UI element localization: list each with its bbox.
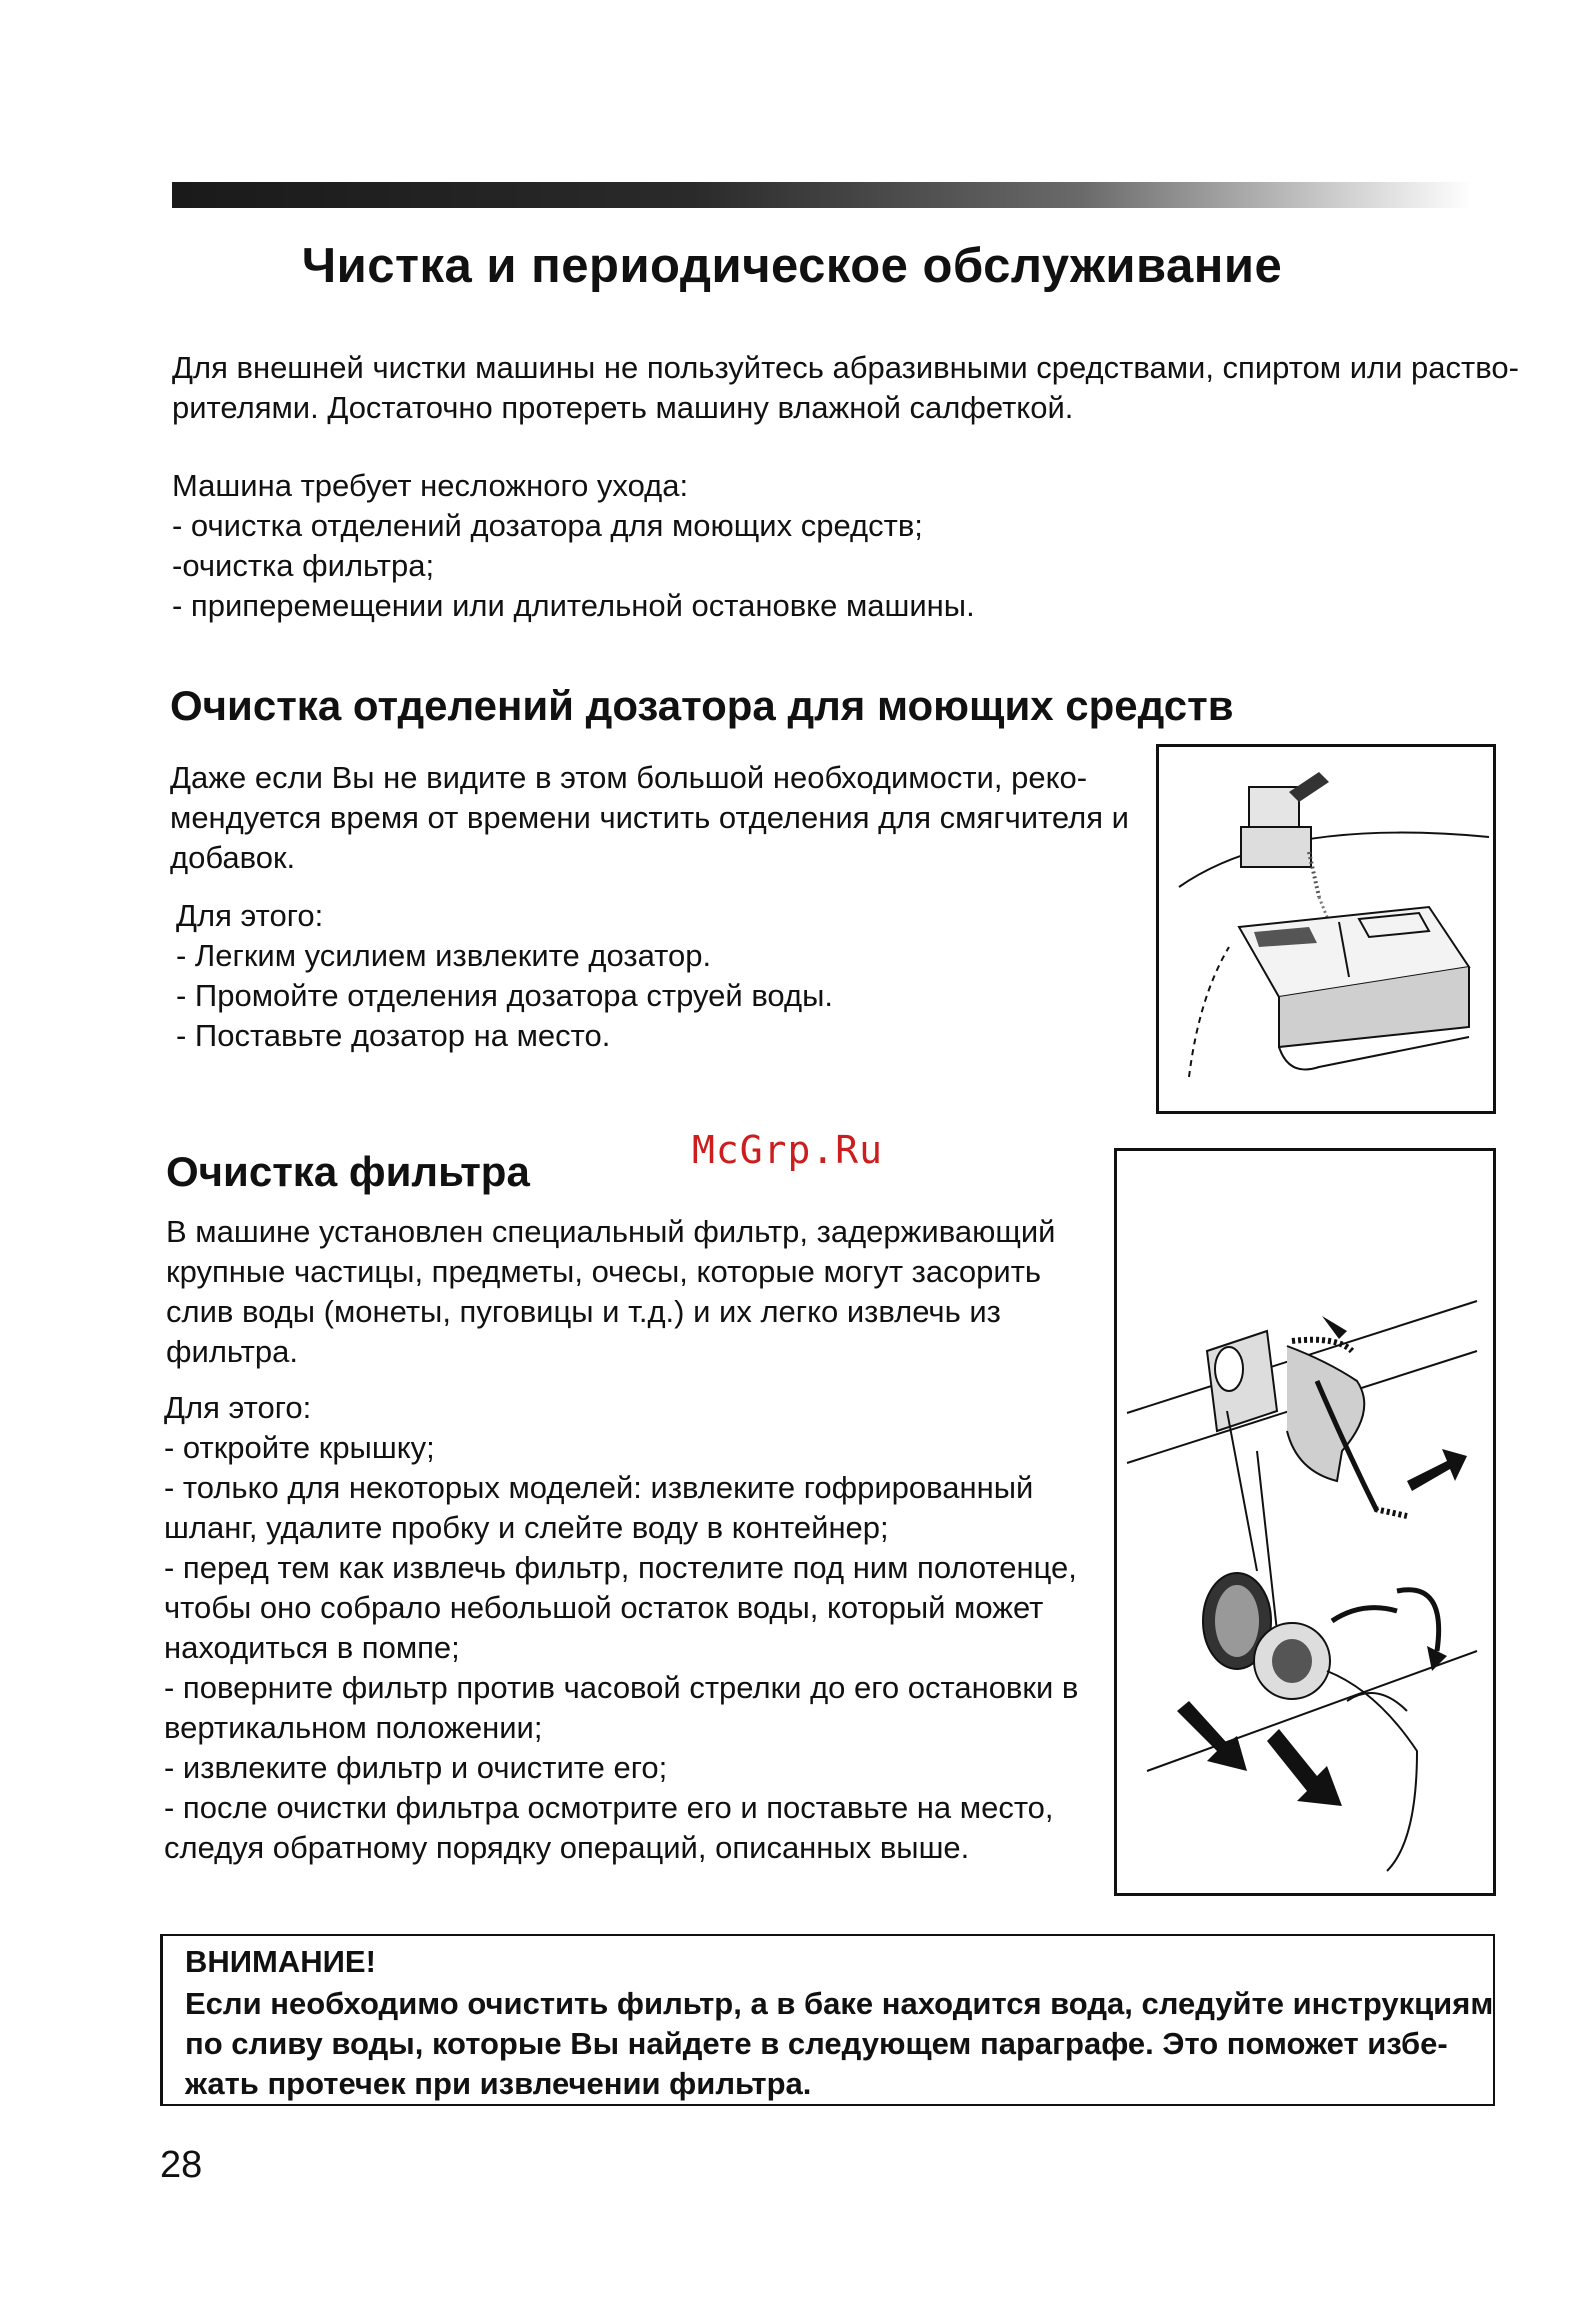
list-item: - очистка отделений дозатора для моющих средств; (172, 508, 923, 543)
page-number: 28 (160, 2144, 203, 2186)
page-title: Чистка и периодическое обслуживание (301, 239, 1283, 293)
text-line: Машина требует несложного ухода: (172, 468, 689, 503)
text-line: В машине установлен специальный фильтр, задерживающий (166, 1214, 1056, 1249)
list-item: чтобы оно собрало небольшой остаток воды, который может (164, 1590, 1044, 1625)
text-line: крупные частицы, предметы, очесы, которые могут засорить (166, 1254, 1042, 1289)
dispenser-drawing (1159, 747, 1493, 1111)
filter-text (166, 1212, 1055, 1372)
dispenser-illustration (1156, 744, 1496, 1114)
list-item: находиться в помпе; (164, 1630, 460, 1665)
text-line: Для внешней чистки машины не пользуйтесь абразивными средствами, спиртом или раство- (172, 350, 1519, 385)
dispenser-text (170, 758, 1129, 878)
text-line: жать протечек при извлечении фильтра. (185, 2066, 812, 2101)
list-item: - Промойте отделения дозатора струей воды. (176, 978, 833, 1013)
list-item: - извлеките фильтр и очистите его; (164, 1750, 668, 1785)
list-item: - поверните фильтр против часовой стрелки до его остановки в (164, 1670, 1079, 1705)
list-item: - припеpемещении или длительной остановке машины. (172, 588, 975, 623)
text-line: Для этого: (176, 898, 324, 933)
filter-steps (164, 1388, 1078, 1868)
text-line: рителями. Достаточно протереть машину влажной салфеткой. (172, 390, 1074, 425)
text-line: Даже если Вы не видите в этом большой необходимости, реко- (170, 760, 1088, 795)
warning-title: ВНИМАНИЕ! (185, 1944, 376, 1979)
list-item: шланг, удалите пробку и слейте воду в контейнер; (164, 1510, 889, 1545)
dispenser-heading: Очистка отделений дозатора для моющих средств (170, 682, 1234, 729)
text-line: Для этого: (164, 1390, 312, 1425)
list-item: - перед тем как извлечь фильтр, постелите под ним полотенце, (164, 1550, 1077, 1585)
text-line: добавок. (170, 840, 296, 875)
list-item: - Легким усилием извлеките дозатор. (176, 938, 712, 973)
warning-text (185, 1984, 1493, 2104)
list-item: следуя обратному порядку операций, описанных выше. (164, 1830, 970, 1865)
text-line: Если необходимо очистить фильтр, а в баке находится вода, следуйте инструкциям (185, 1986, 1494, 2021)
filter-illustration (1114, 1148, 1496, 1896)
list-item: - после очистки фильтра осмотрите его и поставьте на место, (164, 1790, 1054, 1825)
list-item: - Поставьте дозатор на место. (176, 1018, 611, 1053)
watermark: McGrp.Ru (692, 1128, 884, 1172)
header-bar (172, 182, 1472, 208)
list-item: - откройте крышку; (164, 1430, 435, 1465)
filter-heading: Очистка фильтра (166, 1148, 530, 1195)
dispenser-steps (176, 896, 833, 1056)
care-list (172, 466, 975, 626)
intro-paragraph (172, 348, 1519, 428)
text-line: мендуется время от времени чистить отделения для смягчителя и (170, 800, 1129, 835)
list-item: вертикальном положении; (164, 1710, 543, 1745)
text-line: слив воды (монеты, пуговицы и т.д.) и их легко извлечь из (166, 1294, 1001, 1329)
text-line: фильтра. (166, 1334, 298, 1369)
text-line: по сливу воды, которые Вы найдете в следующем параграфе. Это поможет избе- (185, 2026, 1448, 2061)
list-item: -очистка фильтра; (172, 548, 435, 583)
warning-box (160, 1934, 1495, 2106)
filter-drawing (1117, 1151, 1493, 1893)
list-item: - только для некоторых моделей: извлеките гофрированный (164, 1470, 1034, 1505)
